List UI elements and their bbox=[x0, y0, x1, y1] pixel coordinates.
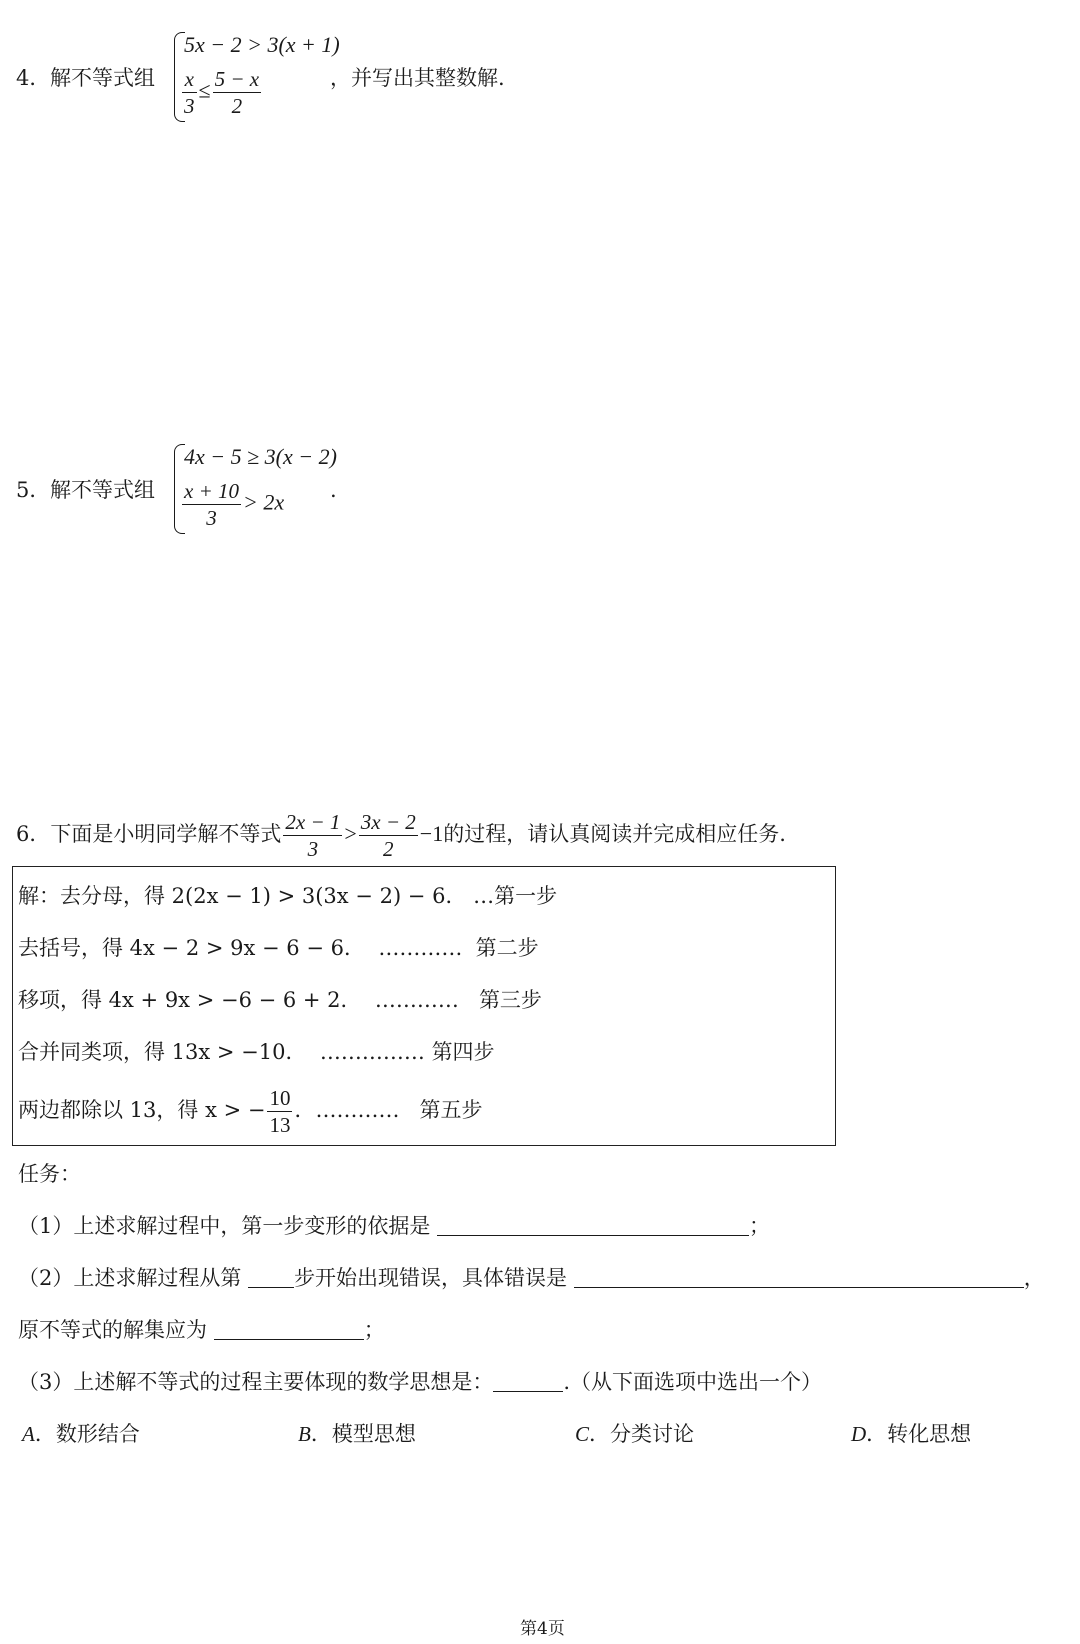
page-number: 第4页 bbox=[520, 1619, 565, 1639]
task-3-answer-blank[interactable] bbox=[493, 1369, 563, 1392]
q4-equation-2: $\frac{x}{3}$ ≤ $\frac{5 - x}{2}$ bbox=[184, 67, 260, 118]
q6-prompt-pre: 下面是小明同学解不等式 bbox=[50, 822, 282, 846]
q4-suffix: ，并写出其整数解. bbox=[330, 66, 505, 90]
solution-step-5: 两边都除以 13，得 x > − $\frac{10}{13}$ ．………… 第五步 bbox=[18, 1086, 483, 1137]
task-2: （2）上述求解过程从第 步开始出现错误，具体错误是 ， bbox=[18, 1266, 1045, 1290]
step5-fraction: $\frac{10}{13}$ bbox=[269, 1086, 291, 1137]
option-c[interactable]: C．分类讨论 bbox=[575, 1422, 695, 1446]
q6-fraction-left: $\frac{2x - 1}{3}$ bbox=[285, 810, 341, 861]
q5-equation-2: $\frac{x + 10}{3}$ > 2x bbox=[184, 479, 285, 530]
q4-number: 4． bbox=[16, 66, 51, 90]
q5-suffix: . bbox=[330, 478, 337, 502]
q6-number: 6． bbox=[16, 822, 51, 846]
solution-step-3: 移项，得 4x + 9x > −6 − 6 + 2． ………… 第三步 bbox=[18, 988, 542, 1012]
task-1: （1）上述求解过程中，第一步变形的依据是 ； bbox=[18, 1214, 771, 1238]
task-2-error-blank[interactable] bbox=[574, 1265, 1024, 1288]
q6-prompt-post: 的过程，请认真阅读并完成相应任务. bbox=[443, 822, 786, 846]
option-d[interactable]: D．转化思想 bbox=[851, 1422, 972, 1446]
task-2-solution-set: 原不等式的解集应为 ； bbox=[18, 1318, 385, 1342]
q5-number: 5． bbox=[16, 478, 51, 502]
task-3: （3）上述解不等式的过程主要体现的数学思想是： .（从下面选项中选出一个） bbox=[18, 1370, 823, 1394]
task-2-step-blank[interactable] bbox=[248, 1265, 294, 1288]
solution-step-2: 去括号，得 4x − 2 > 9x − 6 − 6． ………… 第二步 bbox=[18, 936, 539, 960]
option-a[interactable]: A．数形结合 bbox=[22, 1422, 140, 1446]
q5-equation-1: 4x − 5 ≥ 3(x − 2) bbox=[184, 444, 337, 469]
q4-equation-1: 5x − 2 > 3(x + 1) bbox=[184, 32, 340, 57]
q5-prompt: 解不等式组 bbox=[50, 478, 155, 502]
q4-prompt: 解不等式组 bbox=[50, 66, 155, 90]
task-title: 任务： bbox=[18, 1162, 81, 1186]
solution-step-1: 解：去分母，得 2(2x − 1) > 3(3x − 2) − 6． …第一步 bbox=[18, 884, 558, 908]
option-b[interactable]: B．模型思想 bbox=[298, 1422, 416, 1446]
q6-fraction-right: $\frac{3x - 2}{2}$ bbox=[360, 810, 416, 861]
solution-step-4: 合并同类项，得 13x > −10． …………… 第四步 bbox=[18, 1040, 495, 1064]
q6-prompt-line: 6．下面是小明同学解不等式 $\frac{2x - 1}{3}$ > $\frac{3x - 2}{2}$ −1的过程，请认真阅读并完成相应任务. bbox=[16, 810, 786, 861]
task-1-answer-blank[interactable] bbox=[437, 1213, 749, 1236]
task-2-solution-blank[interactable] bbox=[214, 1317, 364, 1340]
